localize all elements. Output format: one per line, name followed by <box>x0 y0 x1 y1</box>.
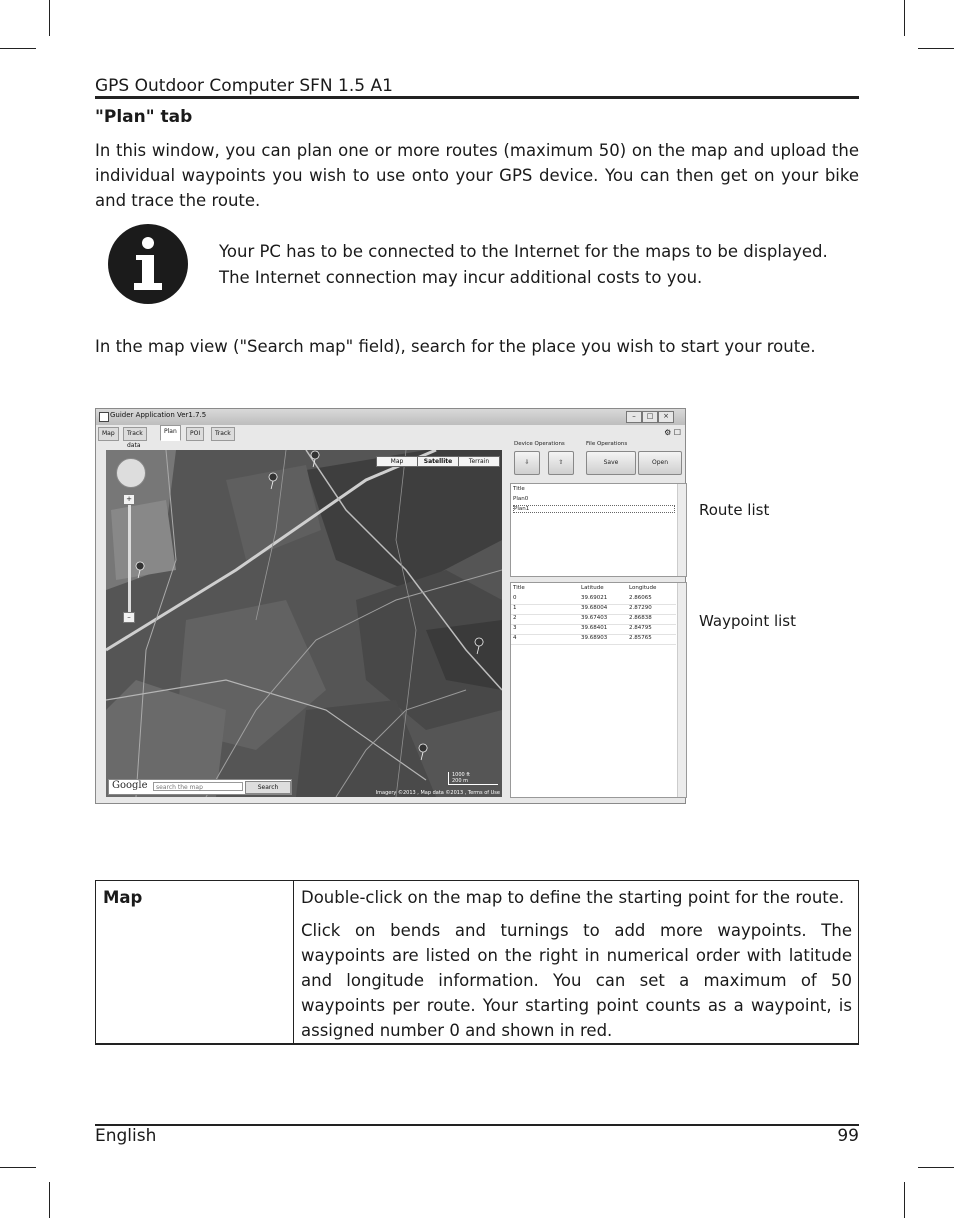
route-list-scrollbar[interactable] <box>677 484 686 576</box>
route-list-item[interactable]: Plan0 <box>513 496 529 502</box>
window-titlebar <box>96 409 685 425</box>
waypoint-cell: 39.68004 <box>581 605 608 611</box>
waypoint-list-scrollbar[interactable] <box>677 583 686 797</box>
crop-mark <box>0 1167 36 1168</box>
device-download-button[interactable]: ⇩ <box>514 451 540 475</box>
scale-ft: 1000 ft <box>452 772 470 778</box>
route-list-annotation: Route list <box>699 501 770 519</box>
scale-m: 200 m <box>452 778 469 784</box>
tab-track-data[interactable]: Track data <box>123 427 147 441</box>
waypoint-cell: 4 <box>513 635 517 641</box>
intro-paragraph: In this window, you can plan one or more routes (maximum 50) on the map and upload the individual waypoints you wish to use onto your GPS device. You can then get on your bike and trace the route. <box>95 141 859 210</box>
waypoint-cell: 39.69021 <box>581 595 608 601</box>
pan-control[interactable] <box>116 458 146 488</box>
table-key: Map <box>96 881 294 1045</box>
google-logo: Google <box>112 780 148 791</box>
info-note: Your PC has to be connected to the Internet for the maps to be displayed. The Internet connection may incur additional costs to you. <box>219 242 828 287</box>
waypoint-cell: 2.84795 <box>629 625 652 631</box>
waypoint-list-panel <box>510 582 687 798</box>
page-number: 99 <box>837 1126 859 1146</box>
header-rule <box>95 96 859 99</box>
row-divider <box>511 644 676 645</box>
table-row <box>96 881 859 1045</box>
map-copyright: Imagery ©2013 , Map data ©2013 , Terms of Use <box>375 790 500 796</box>
waypoint-header-longitude: Longitude <box>629 585 657 591</box>
waypoint-cell: 2.87290 <box>629 605 652 611</box>
tab-track[interactable]: Track <box>211 427 235 441</box>
waypoint-cell: 3 <box>513 625 517 631</box>
zoom-slider[interactable] <box>128 498 131 618</box>
table-value-p1: Double-click on the map to define the starting point for the route. <box>301 888 845 907</box>
route-list-panel <box>510 483 687 577</box>
waypoint-header-title: Title <box>513 585 525 591</box>
file-operations-label: File Operations <box>586 441 628 447</box>
crop-mark <box>49 0 50 36</box>
map-type-satellite[interactable]: Satellite <box>417 456 459 467</box>
crop-mark <box>918 48 954 49</box>
minimize-icon[interactable]: – <box>626 411 642 423</box>
satellite-map[interactable] <box>106 450 502 797</box>
waypoint-cell: 39.68903 <box>581 635 608 641</box>
open-button[interactable]: Open <box>638 451 682 475</box>
table-value-p2: Click on bends and turnings to add more waypoints. The waypoints are listed on the right in numerical order with latitude and longitude information. You can set a maximum of 50 waypoints per route. Your starting point counts as a waypoint, is assigned number 0 and shown in red. <box>301 921 852 1040</box>
map-imagery <box>106 450 502 797</box>
map-type-terrain[interactable]: Terrain <box>458 456 500 467</box>
map-type-map[interactable]: Map <box>376 456 418 467</box>
map-scale <box>448 772 498 785</box>
app-icon <box>99 412 109 422</box>
close-icon[interactable]: × <box>658 411 674 423</box>
zoom-out-button[interactable]: – <box>123 612 135 623</box>
waypoint-cell: 2.86838 <box>629 615 652 621</box>
footer-rule <box>95 1124 859 1126</box>
crop-mark <box>918 1167 954 1168</box>
waypoint-cell: 2 <box>513 615 517 621</box>
waypoint-cell: 39.68401 <box>581 625 608 631</box>
app-screenshot <box>95 408 686 804</box>
zoom-in-button[interactable]: + <box>123 494 135 505</box>
device-operations-label: Device Operations <box>514 441 565 447</box>
crop-mark <box>904 1182 905 1218</box>
crop-mark <box>904 0 905 36</box>
tab-plan[interactable]: Plan <box>160 425 181 441</box>
tab-poi[interactable]: POI <box>186 427 204 441</box>
waypoint-cell: 1 <box>513 605 517 611</box>
table-value <box>294 881 859 1045</box>
save-button[interactable]: Save <box>586 451 636 475</box>
section-title: "Plan" tab <box>95 107 193 127</box>
maximize-icon[interactable]: □ <box>642 411 658 423</box>
map-search-bar <box>108 779 292 795</box>
help-icon[interactable]: ☐ <box>673 428 681 437</box>
waypoint-cell: 2.86065 <box>629 595 652 601</box>
search-button[interactable]: Search <box>245 781 291 794</box>
toolbar-icons <box>664 428 681 437</box>
window-title: Guider Application Ver1.7.5 <box>110 411 207 419</box>
footer-language: English <box>95 1126 157 1146</box>
waypoint-header-latitude: Latitude <box>581 585 604 591</box>
running-header: GPS Outdoor Computer SFN 1.5 A1 <box>95 76 393 96</box>
search-map-input[interactable]: search the map <box>153 782 243 791</box>
route-list-header: Title <box>513 486 525 492</box>
tab-map[interactable]: Map <box>98 427 119 441</box>
waypoint-cell: 2.85765 <box>629 635 652 641</box>
crop-mark <box>49 1182 50 1218</box>
info-table <box>95 880 859 1045</box>
device-upload-button[interactable]: ⇧ <box>548 451 574 475</box>
gear-icon[interactable]: ⚙ <box>664 428 672 437</box>
info-icon <box>108 224 188 304</box>
instruction-paragraph: In the map view ("Search map" field), search for the place you wish to start your route. <box>95 337 816 356</box>
crop-mark <box>0 48 36 49</box>
route-list-item[interactable]: Plan1 <box>513 505 675 513</box>
waypoint-list-annotation: Waypoint list <box>699 612 796 630</box>
waypoint-cell: 39.67403 <box>581 615 608 621</box>
waypoint-cell: 0 <box>513 595 517 601</box>
